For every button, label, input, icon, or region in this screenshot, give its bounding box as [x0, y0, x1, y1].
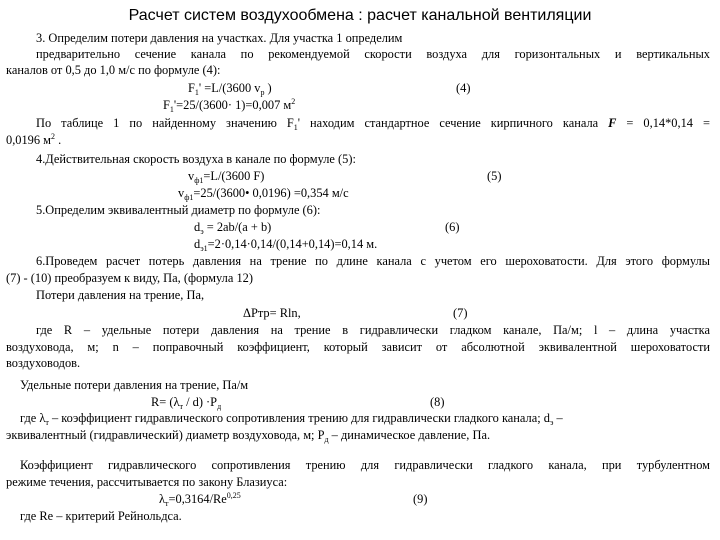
- text-line: Коэффициент гидравлического сопротивления трению для гидравлически гладкого канала, при турбулентном: [20, 458, 710, 472]
- formula-number: (4): [456, 81, 471, 95]
- formula-5: $v_{ф1}=L/(3600$ F): [188, 169, 265, 185]
- text-line: (7) - (10) преобразуем к виду, Па, (формула 12): [6, 271, 253, 285]
- text-line: где R – удельные потери давления на трение в гидравлически гладком канале, Па/м; l – длина участка: [36, 323, 710, 337]
- text-line: эквивалентный (гидравлический) диаметр воздуховода, м; $P_д$ – динамическое давление, Па.: [6, 428, 491, 444]
- formula-6-calc: $d_{э1}=2\cdot 0,14\cdot 0,14/(0,14+0,14)=0,14$ м.: [194, 237, 378, 253]
- formula-number: (6): [445, 220, 460, 234]
- text-line: 0,0196 $м^2$ .: [6, 132, 62, 147]
- text-line: 4.Действительная скорость воздуха в канале по формуле (5):: [36, 152, 356, 166]
- text-line: воздуховода, м; n – поправочный коэффициент, который зависит от абсолютной эквивалентной шероховатости: [6, 340, 710, 354]
- formula-5-calc: $v_{ф1}=25/(3600•$ 0,0196) =0,354 м/с: [178, 186, 349, 202]
- slide-title: Расчет систем воздухообмена : расчет канальной вентиляции: [128, 7, 592, 24]
- text-line: предварительно сечение канала по рекомендуемой скорости воздуха для горизонтальных и вертикальных: [36, 47, 710, 61]
- text-line: 5.Определим эквивалентный диаметр по формуле (6):: [36, 203, 321, 217]
- formula-6: $d_э = 2ab/(a + b)$: [194, 220, 272, 236]
- formula-number: (5): [487, 169, 502, 183]
- text-line: где Re – критерий Рейнольдса.: [20, 509, 182, 523]
- text-line: По таблице 1 по найденному значению $F_1'$ находим стандартное сечение кирпичного канала F = 0,14*0,14 =: [36, 116, 710, 132]
- text-line: Потери давления на трение, Па,: [36, 288, 205, 302]
- formula-number: (8): [430, 395, 445, 409]
- formula-7: ΔPтр= Rln,: [243, 306, 301, 320]
- formula-number: (7): [453, 306, 468, 320]
- text-line: 3. Определим потери давления на участках. Для участка 1 определим: [36, 31, 403, 45]
- formula-9: $\lambda_т=0,3164/Re^{0,25}$: [159, 491, 241, 508]
- text-line: где $\lambda_т$ – коэффициент гидравлического сопротивления трению для гидравлически гладкого канала; $d_э$ –: [20, 411, 563, 427]
- formula-4-calc: $F_1'=25/(3600\cdot 1)=0,007$ $м^2$: [163, 97, 296, 114]
- formula-8: $R= (\lambda_т / d) \cdot P_д$: [151, 395, 222, 411]
- text-line: воздуховодов.: [6, 356, 81, 370]
- text-line: Удельные потери давления на трение, Па/м: [20, 378, 249, 392]
- text-line: режиме течения, рассчитывается по закону Блазиуса:: [6, 475, 288, 489]
- text-line: 6.Проведем расчет потерь давления на трение по длине канала с учетом его шероховатости. Для этого формулы: [36, 254, 710, 268]
- formula-number: (9): [413, 492, 428, 506]
- text-line: каналов от 0,5 до 1,0 м/с по формуле (4):: [6, 63, 221, 77]
- formula-4: $F_1' =L/(3600$ $v_р$ ): [188, 81, 272, 97]
